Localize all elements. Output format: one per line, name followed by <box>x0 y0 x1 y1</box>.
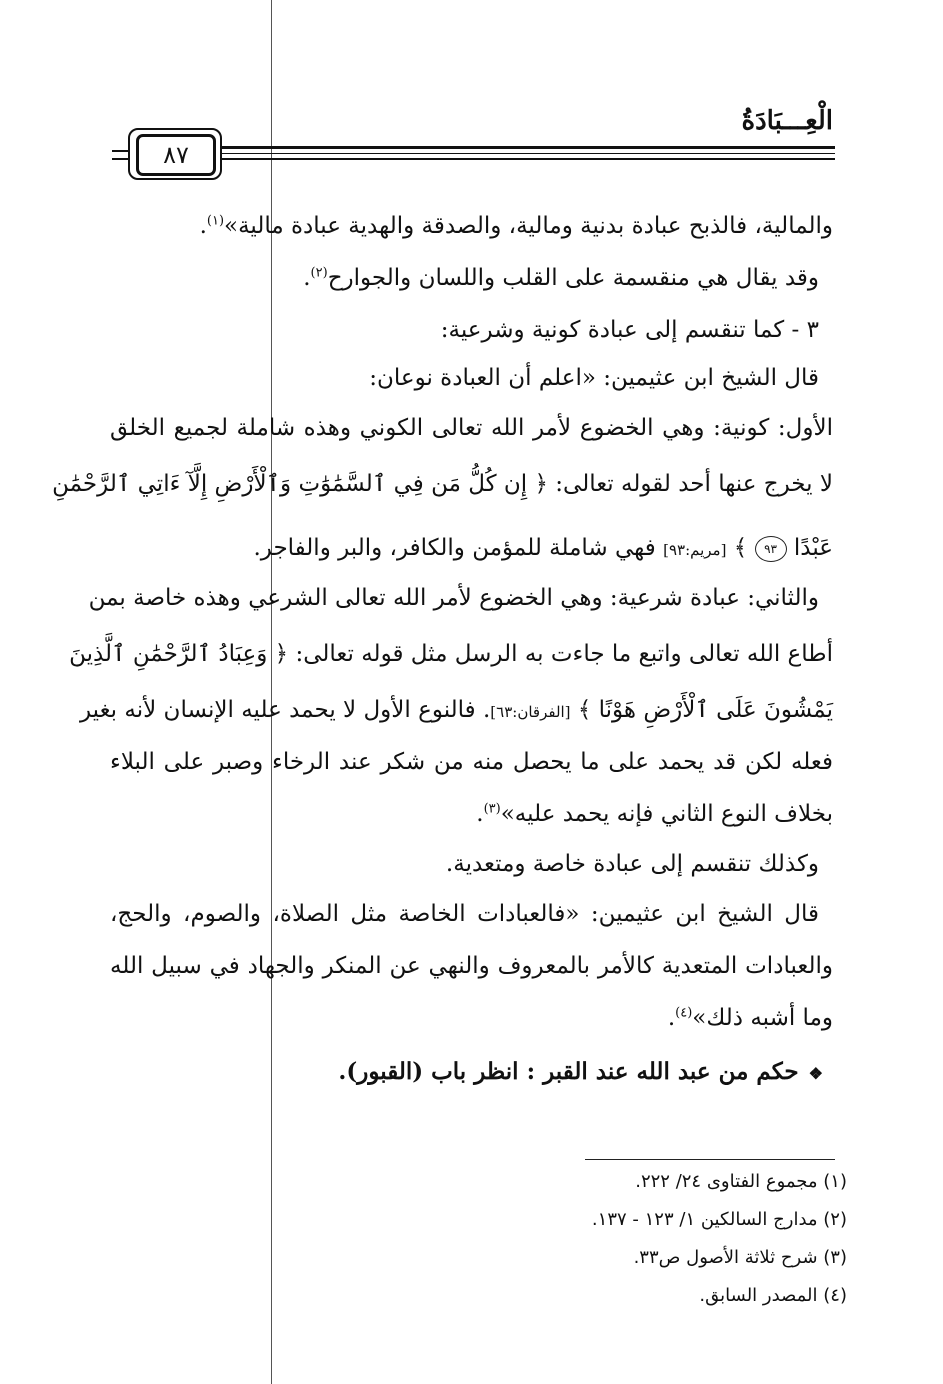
text-line: قال الشيخ ابن عثيمين: «فالعبادات الخاصة مثل الصلاة، والصوم، والحج، <box>110 901 819 927</box>
text-line: وكذلك تنقسم إلى عبادة خاصة ومتعدية. <box>445 851 819 877</box>
header-rule <box>222 158 835 160</box>
diamond-bullet-icon: ❖ <box>808 1064 823 1083</box>
text-line: الأول: كونية: وهي الخضوع لأمر الله تعالى الكوني وهذه شاملة لجميع الخلق <box>110 415 833 441</box>
footnote: (٣) شرح ثلاثة الأصول ص٣٣. <box>633 1247 847 1268</box>
page-number: ٨٧ <box>136 134 216 176</box>
quran-verse: ﴿ إِن كُلُّ مَن فِي ٱلسَّمَٰوَٰتِ وَٱلْأَرْضِ إِلَّآ ءَاتِي ٱلرَّحْمَٰنِ <box>52 471 548 497</box>
text-line: وقد يقال هي منقسمة على القلب واللسان والجوارح$^{(٢)}$. <box>303 265 819 291</box>
running-header-title: الْعِـــبَادَةُ <box>741 106 833 136</box>
quran-verse: ﴿ وَعِبَادُ ٱلرَّحْمَٰنِ ٱلَّذِينَ <box>69 641 289 667</box>
text-line: وما أشبه ذلك»$^{(٤)}$. <box>667 1005 833 1031</box>
surah-reference: [مريم:٩٣] <box>663 541 727 559</box>
text-line: بخلاف النوع الثاني فإنه يحمد عليه»$^{(٣)}$. <box>476 801 833 827</box>
text-line: والمالية، فالذبح عبادة بدنية ومالية، والصدقة والهدية عبادة مالية»$^{(١)}$. <box>199 213 833 239</box>
footnote: (٤) المصدر السابق. <box>699 1285 847 1306</box>
footnote-ref: (٢) <box>310 265 328 281</box>
cross-reference-note: ❖حكم من عبد الله عند القبر : انظر باب (القبور). <box>338 1058 823 1085</box>
header-rule-stub <box>112 150 128 152</box>
header-rule <box>222 146 835 149</box>
text-line: ٣ - كما تنقسم إلى عبادة كونية وشرعية: <box>440 317 819 343</box>
footnote: (٢) مدارج السالكين ١/ ١٢٣ - ١٣٧. <box>591 1209 847 1230</box>
footnote-ref: (٤) <box>675 1005 693 1021</box>
footnote-ref: (٣) <box>483 801 501 817</box>
footnote-separator <box>585 1159 835 1160</box>
text-line: يَمْشُونَ عَلَى ٱلْأَرْضِ هَوْنًا ﴾ [الفرقان:٦٣]. فالنوع الأول لا يحمد عليه الإنسان لأنه بغير <box>79 697 833 723</box>
quran-verse: عَبْدًا <box>793 535 833 561</box>
text-line: أطاع الله تعالى واتبع ما جاءت به الرسل مثل قوله تعالى: ﴿ وَعِبَادُ ٱلرَّحْمَٰنِ ٱلَّذِينَ <box>69 641 833 667</box>
footnote-ref: (١) <box>206 213 225 229</box>
text-line: والعبادات المتعدية كالأمر بالمعروف والنهي عن المنكر والجهاد في سبيل الله <box>110 953 833 979</box>
header-rule <box>222 153 835 154</box>
text-line: لا يخرج عنها أحد لقوله تعالى: ﴿ إِن كُلُّ مَن فِي ٱلسَّمَٰوَٰتِ وَٱلْأَرْضِ إِلَّآ ءَاتِي ٱلرَّحْمَٰنِ <box>52 471 833 497</box>
surah-reference: [الفرقان:٦٣] <box>490 703 571 721</box>
footnote: (١) مجموع الفتاوى ٢٤/ ٢٢٢. <box>635 1171 847 1192</box>
text-line: قال الشيخ ابن عثيمين: «اعلم أن العبادة نوعان: <box>369 365 819 391</box>
quran-verse: يَمْشُونَ عَلَى ٱلْأَرْضِ هَوْنًا ﴾ <box>577 697 833 723</box>
text-line: عَبْدًا ٩٣ ﴾ [مريم:٩٣] فهي شاملة للمؤمن والكافر، والبر والفاجر. <box>253 535 833 561</box>
ayah-number-badge: ٩٣ <box>755 536 787 562</box>
text-line: فعله لكن قد يحمد على ما يحصل منه من شكر عند الرخاء وصبر على البلاء <box>110 749 833 775</box>
text-line: والثاني: عبادة شرعية: وهي الخضوع لأمر الله تعالى الشرعي وهذه خاصة بمن <box>88 585 819 611</box>
header-rule-stub <box>112 158 128 160</box>
